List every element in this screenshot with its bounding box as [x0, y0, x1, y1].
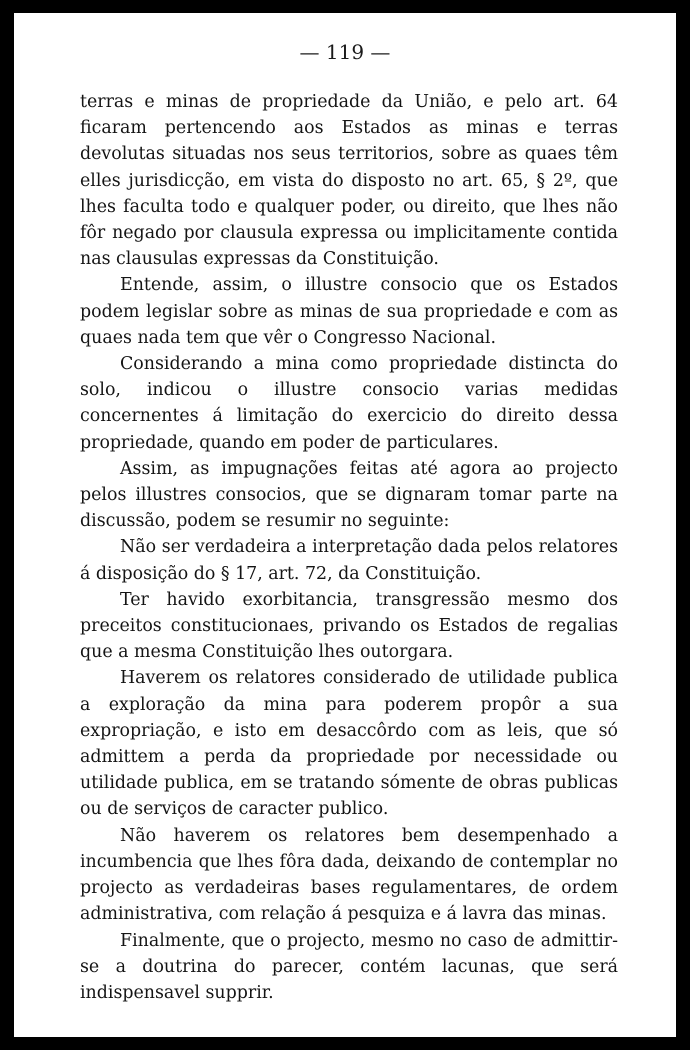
- paragraph: Ter havido exorbitancia, transgressão mesmo dos preceitos constitucionaes, privando os Estados de regalias que a mesma Constituição lhes outorgara.: [80, 589, 618, 663]
- body-text: [80, 89, 618, 1006]
- paragraph: Assim, as impugnações feitas até agora ao projecto pelos illustres consocios, que se dignaram tomar parte na discussão, podem se resumir no seguinte:: [80, 458, 618, 532]
- paragraph: Não ser verdadeira a interpretação dada pelos relatores á disposição do § 17, art. 72, da Constituição.: [80, 537, 618, 584]
- book-page: [14, 13, 676, 1037]
- paragraph: Considerando a mina como propriedade distincta do solo, indicou o illustre consocio varias medidas concernentes á limitação do exercicio do direito dessa propriedade, quando em poder de particulares.: [80, 354, 618, 453]
- paragraph-continuation: terras e minas de propriedade da União, e pelo art. 64 ficaram pertencendo aos Estados as minas e terras devolutas situadas nos seus territorios, sobre as quaes têm elles jurisdicção, em vista do disposto no art. 65, § 2º, que lhes faculta todo e qualquer poder, ou direito, que lhes não fôr negado por clausula expressa ou implicitamente contida nas clausulas expressas da Constituição.: [80, 92, 618, 270]
- paragraph: Haverem os relatores considerado de utilidade publica a exploração da mina para poderem propôr a sua expropriação, e isto em desaccôrdo com as leis, que só admittem a perda da propriedade por necessidade ou utilidade publica, em se tratando sómente de obras publicas ou de serviços de caracter publico.: [80, 668, 618, 820]
- paragraph: Não haverem os relatores bem desempenhado a incumbencia que lhes fôra dada, deixando de contemplar no projecto as verdadeiras bases regulamentares, de ordem administrativa, com relação á pesquiza e á lavra das minas.: [80, 825, 618, 925]
- page-number: — 119 —: [299, 40, 391, 64]
- paragraph: Entende, assim, o illustre consocio que os Estados podem legislar sobre as minas de sua propriedade e com as quaes nada tem que vêr o Congresso Nacional.: [80, 275, 618, 348]
- paragraph: Finalmente, que o projecto, mesmo no caso de admittir-se a doutrina do parecer, contém lacunas, que será indispensavel supprir.: [80, 930, 618, 1003]
